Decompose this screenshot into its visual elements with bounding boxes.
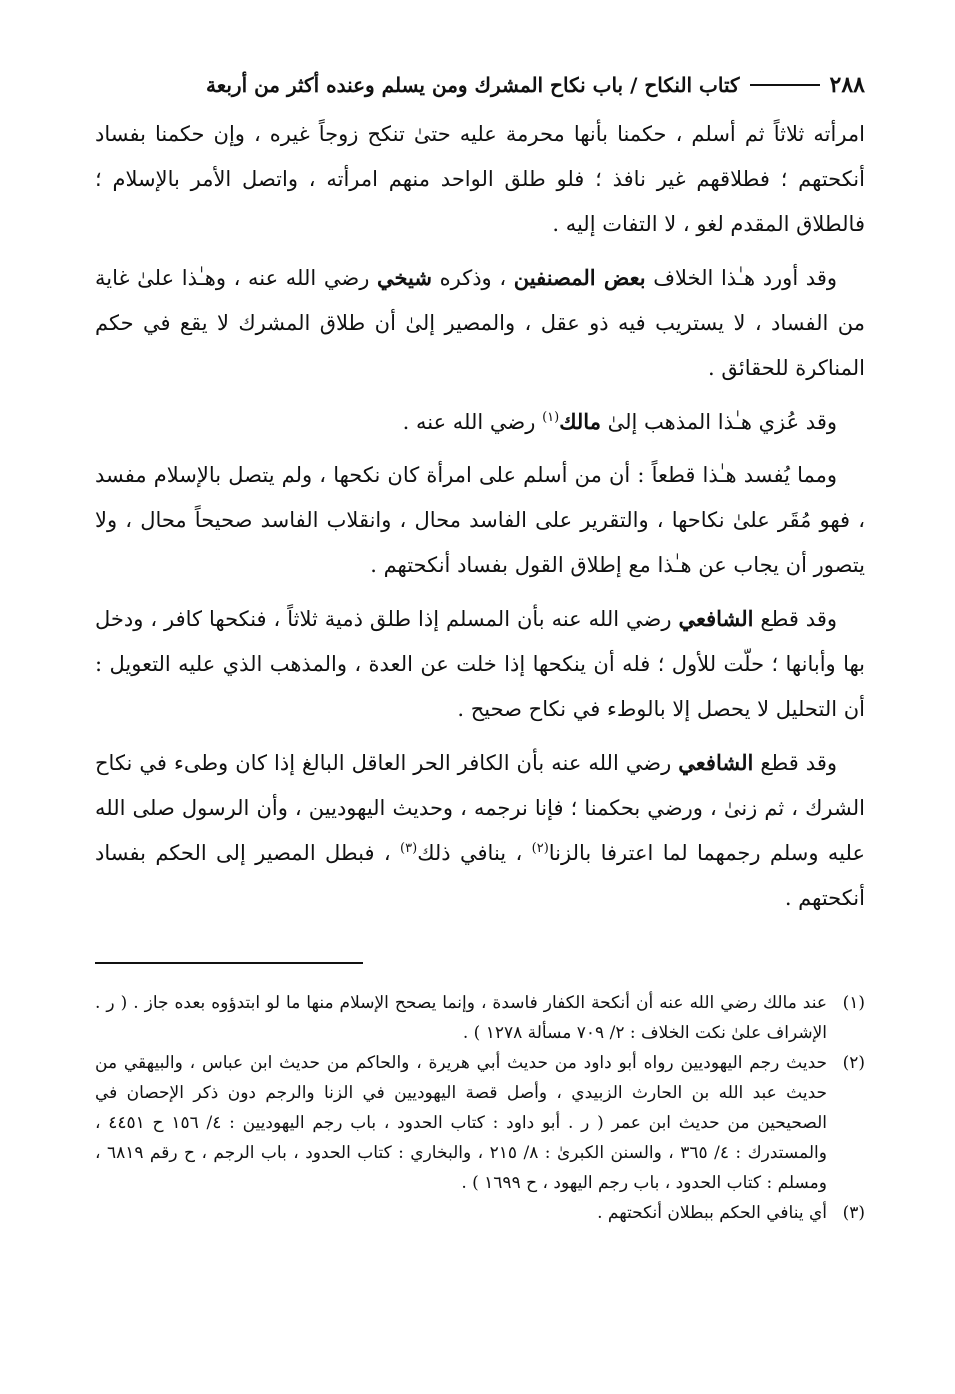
- text-segment: وقد قطع: [753, 751, 838, 775]
- footnote: [95, 988, 865, 1048]
- footnote-number: (٢): [842, 1053, 865, 1073]
- text-segment: رضي الله عنه ، وهـٰذا علىٰ غاية من الفساد ، لا يستريب فيه ذو عقل ، والمصير إلىٰ أن طلاق المشرك لا يقع في حكم المناكرة للحقائق .: [95, 266, 865, 380]
- text-segment: وقد قطع: [753, 607, 838, 631]
- header-rule: [750, 84, 820, 86]
- footnote-number: (٣): [842, 1203, 865, 1223]
- footnote-marker[interactable]: (٣): [400, 841, 418, 856]
- footnotes: [95, 988, 865, 1228]
- text-segment: رضي الله عنه بأن الكافر الحر العاقل البالغ إذا كان وطىء في نكاح الشرك ، ثم زنىٰ ، ورضي بحكمنا ؛ فإنا نرجمه ، وحديث اليهوديين ، وأن الرسول صلى الله عليه وسلم رجمهما لما اعترفا بالزنا: [95, 751, 865, 865]
- footnote: [95, 1048, 865, 1198]
- bold-term: الشافعي: [678, 606, 754, 631]
- paragraph: [95, 399, 865, 445]
- paragraph: [95, 255, 865, 391]
- main-text: [95, 72, 865, 929]
- paragraph: [95, 596, 865, 732]
- paragraph: [95, 740, 865, 921]
- text-segment: رضي الله عنه بأن المسلم إذا طلق ذمية ثلاثاً ، فنكحها كافر ، ودخل بها وأبانها ؛ حلّت للأول ؛ فله أن ينكحها إذا خلت عن العدة ، والمذهب الذي عليه التعويل : أن التحليل لا يحصل إلا بالوطء في نكاح صحيح .: [95, 607, 865, 721]
- footnote: [95, 1198, 865, 1228]
- running-header: [95, 72, 865, 112]
- footnote-divider: [95, 962, 363, 964]
- paragraph: [95, 453, 865, 588]
- text-segment: رضي الله عنه .: [402, 410, 543, 434]
- text-segment: وقد أورد هـٰذا الخلاف: [645, 266, 837, 290]
- header-title: كتاب النكاح / باب نكاح المشرك ومن يسلم وعنده أكثر من أربعة: [205, 73, 740, 97]
- text-segment: ، فبطل المصير إلى الحكم بفساد أنكحتهم .: [95, 841, 865, 910]
- page-number: ٢٨٨: [829, 72, 865, 98]
- bold-term: مالك: [559, 409, 601, 434]
- bold-term: الشافعي: [678, 750, 754, 775]
- footnote-number: (١): [842, 993, 865, 1013]
- footnote-text: حديث رجم اليهوديين رواه أبو داود من حديث أبي هريرة ، والحاكم من حديث ابن عباس ، والبيهقي من حديث عبد الله بن الحارث الزبيدي ، وأصل قصة اليهوديين في الزنا والرجم دون ذكر الإحصان في الصحيحين من حديث ابن عمر ( ر . أبو داود : كتاب الحدود ، باب رجم اليهوديين : ٤/ ١٥٦ ح ٤٤٥١ ، والمستدرك : ٤/ ٣٦٥ ، والسنن الكبرىٰ : ٨/ ٢١٥ ، والبخاري : كتاب الحدود ، باب الرجم ، ح رقم ٦٨١٩ ، ومسلم : كتاب الحدود ، باب رجم اليهود ، ح ١٦٩٩ ) .: [95, 1053, 828, 1193]
- text-segment: امرأته ثلاثاً ثم أسلم ، حكمنا بأنها محرمة عليه حتىٰ تنكح زوجاً غيره ، وإن حكمنا بفساد أنكحتهم ؛ فطلاقهم غير نافذ ؛ فلو طلق الواحد منهم امرأته ، واتصل الأمر بالإسلام ؛ فالطلاق المقدم لغو ، لا التفات إليه .: [95, 122, 865, 236]
- text-segment: ومما يُفسد هـٰذا قطعاً : أن من أسلم على امرأة كان نكحها ، ولم يتصل بالإسلام مفسد ، فهو مُقَر علىٰ نكاحها ، والتقرير على الفاسد محال ، وانقلاب الفاسد صحيحاً محال ، ولا يتصور أن يجاب عن هـٰذا مع إطلاق القول بفساد أنكحتهم .: [95, 463, 865, 577]
- bold-term: بعض المصنفين: [513, 265, 646, 290]
- text-segment: ، وذكره: [431, 266, 514, 290]
- footnote-marker[interactable]: (١): [542, 410, 560, 425]
- footnote-marker[interactable]: (٢): [531, 841, 549, 856]
- footnote-text: أي ينافي الحكم ببطلان أنكحتهم .: [597, 1203, 827, 1223]
- bold-term: شيخي: [376, 265, 432, 290]
- text-segment: ، ينافي ذلك: [417, 841, 532, 865]
- footnote-text: عند مالك رضي الله عنه أن أنكحة الكفار فاسدة ، وإنما يصحح الإسلام منها ما لو ابتدؤوه بعده جاز . ( ر . الإشراف علىٰ نكت الخلاف : ٢/ ٧٠٩ مسألة ١٢٧٨ ) .: [95, 993, 827, 1043]
- text-segment: وقد عُزي هـٰذا المذهب إلىٰ: [600, 410, 837, 434]
- paragraph: [95, 112, 865, 247]
